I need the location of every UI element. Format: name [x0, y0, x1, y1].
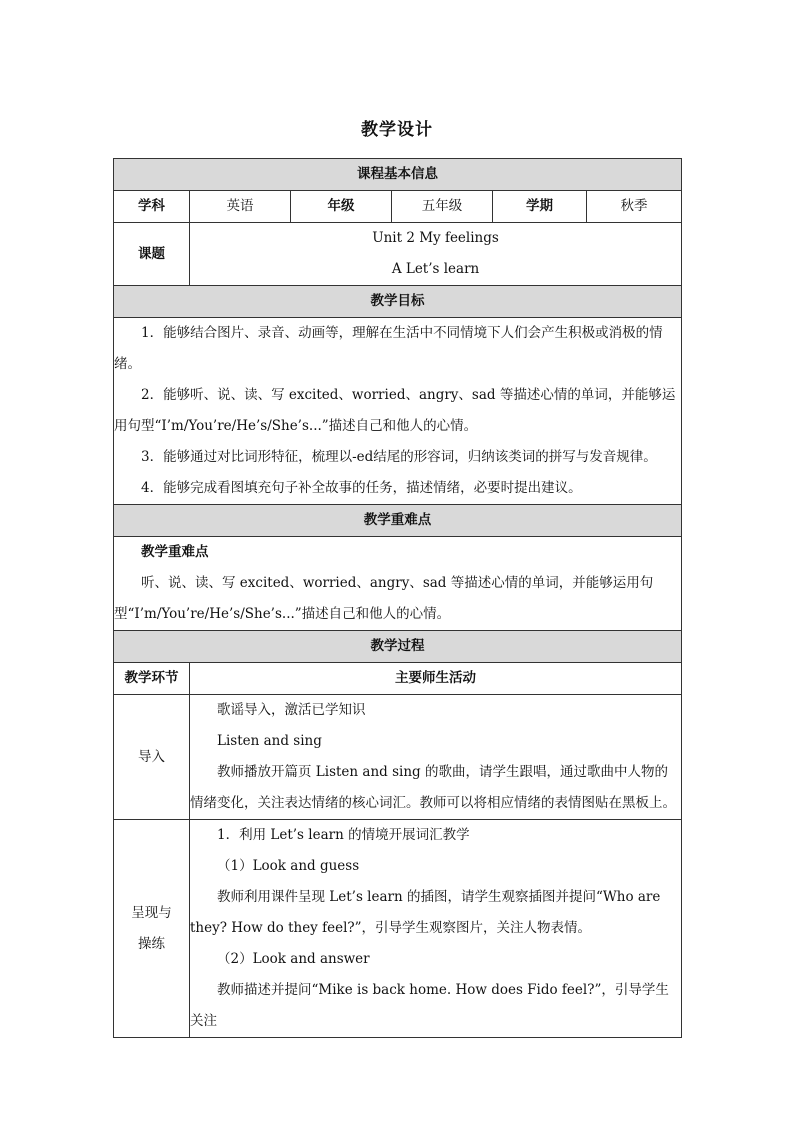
- activity-column-header: 主要师生活动: [190, 663, 682, 695]
- stage-column-header: 教学环节: [114, 663, 190, 695]
- objective-item: 2．能够听、说、读、写 excited、worried、angry、sad 等描述心情的单词，并能够运用句型“I’m/You’re/He’s/She’s...”描述自己和他人的心情。: [114, 387, 676, 434]
- topic-row: [114, 223, 682, 286]
- key-points-header: 教学重难点: [114, 505, 682, 537]
- objectives-header: 教学目标: [114, 286, 682, 318]
- process-header-row: [114, 631, 682, 663]
- key-points-text: 听、说、读、写 excited、worried、angry、sad 等描述心情的单词，并能够运用句型“I’m/You’re/He’s/She’s...”描述自己和他人的心情。: [114, 575, 654, 622]
- topic-line-1: Unit 2 My feelings: [372, 230, 499, 246]
- basic-info-header-row: [114, 159, 682, 191]
- stage-row-intro: [114, 695, 682, 820]
- activity-line: 教师描述并提问“Mike is back home. How does Fido feel?”，引导学生关注: [190, 982, 669, 1029]
- activity-line: 教师播放开篇页 Listen and sing 的歌曲，请学生跟唱，通过歌曲中人物的情绪变化，关注表达情绪的核心词汇。教师可以将相应情绪的表情图贴在黑板上。: [190, 764, 676, 811]
- page-title: 教学设计: [361, 120, 433, 140]
- topic-value: [190, 223, 682, 286]
- term-value: 秋季: [587, 191, 682, 223]
- stage-name: [114, 820, 190, 1038]
- objectives-header-row: [114, 286, 682, 318]
- objective-item: 3．能够通过对比词形特征，梳理以-ed结尾的形容词，归纳该类词的拼写与发音规律。: [141, 449, 657, 465]
- objective-item: 1．能够结合图片、录音、动画等，理解在生活中不同情境下人们会产生积极或消极的情绪。: [114, 325, 663, 372]
- key-points-header-row: [114, 505, 682, 537]
- process-columns-row: [114, 663, 682, 695]
- stage-row-presentation: [114, 820, 682, 1038]
- term-label: 学期: [493, 191, 587, 223]
- grade-value: 五年级: [392, 191, 493, 223]
- stage-name-line: 操练: [138, 935, 165, 952]
- basic-info-row: [114, 191, 682, 223]
- subject-label: 学科: [114, 191, 190, 223]
- objectives-content: [114, 318, 682, 505]
- activity-line: 教师利用课件呈现 Let’s learn 的插图，请学生观察插图并提问“Who are they? How do they feel?”，引导学生观察图片，关注人物表情。: [190, 889, 661, 936]
- key-points-row: [114, 537, 682, 631]
- stage-name: [114, 695, 190, 820]
- activity-line: 1．利用 Let’s learn 的情境开展词汇教学: [217, 827, 470, 843]
- grade-label: 年级: [291, 191, 392, 223]
- stage-name-line: 导入: [138, 748, 165, 765]
- activity-line: （2）Look and answer: [217, 951, 370, 967]
- stage-name-line: 呈现与: [131, 904, 172, 921]
- process-header: 教学过程: [114, 631, 682, 663]
- activity-line: 歌谣导入，激活已学知识: [217, 702, 366, 718]
- lesson-plan-table: [113, 158, 682, 1038]
- topic-label: 课题: [114, 223, 190, 286]
- stage-activities: [190, 820, 682, 1038]
- key-points-subheading: 教学重难点: [141, 544, 209, 560]
- basic-info-header: 课程基本信息: [114, 159, 682, 191]
- activity-line: Listen and sing: [217, 733, 322, 749]
- topic-line-2: A Let’s learn: [391, 261, 480, 277]
- subject-value: 英语: [190, 191, 291, 223]
- stage-activities: [190, 695, 682, 820]
- activity-line: （1）Look and guess: [217, 858, 360, 874]
- key-points-content: [114, 537, 682, 631]
- objectives-row: [114, 318, 682, 505]
- objective-item: 4．能够完成看图填充句子补全故事的任务，描述情绪，必要时提出建议。: [141, 480, 582, 496]
